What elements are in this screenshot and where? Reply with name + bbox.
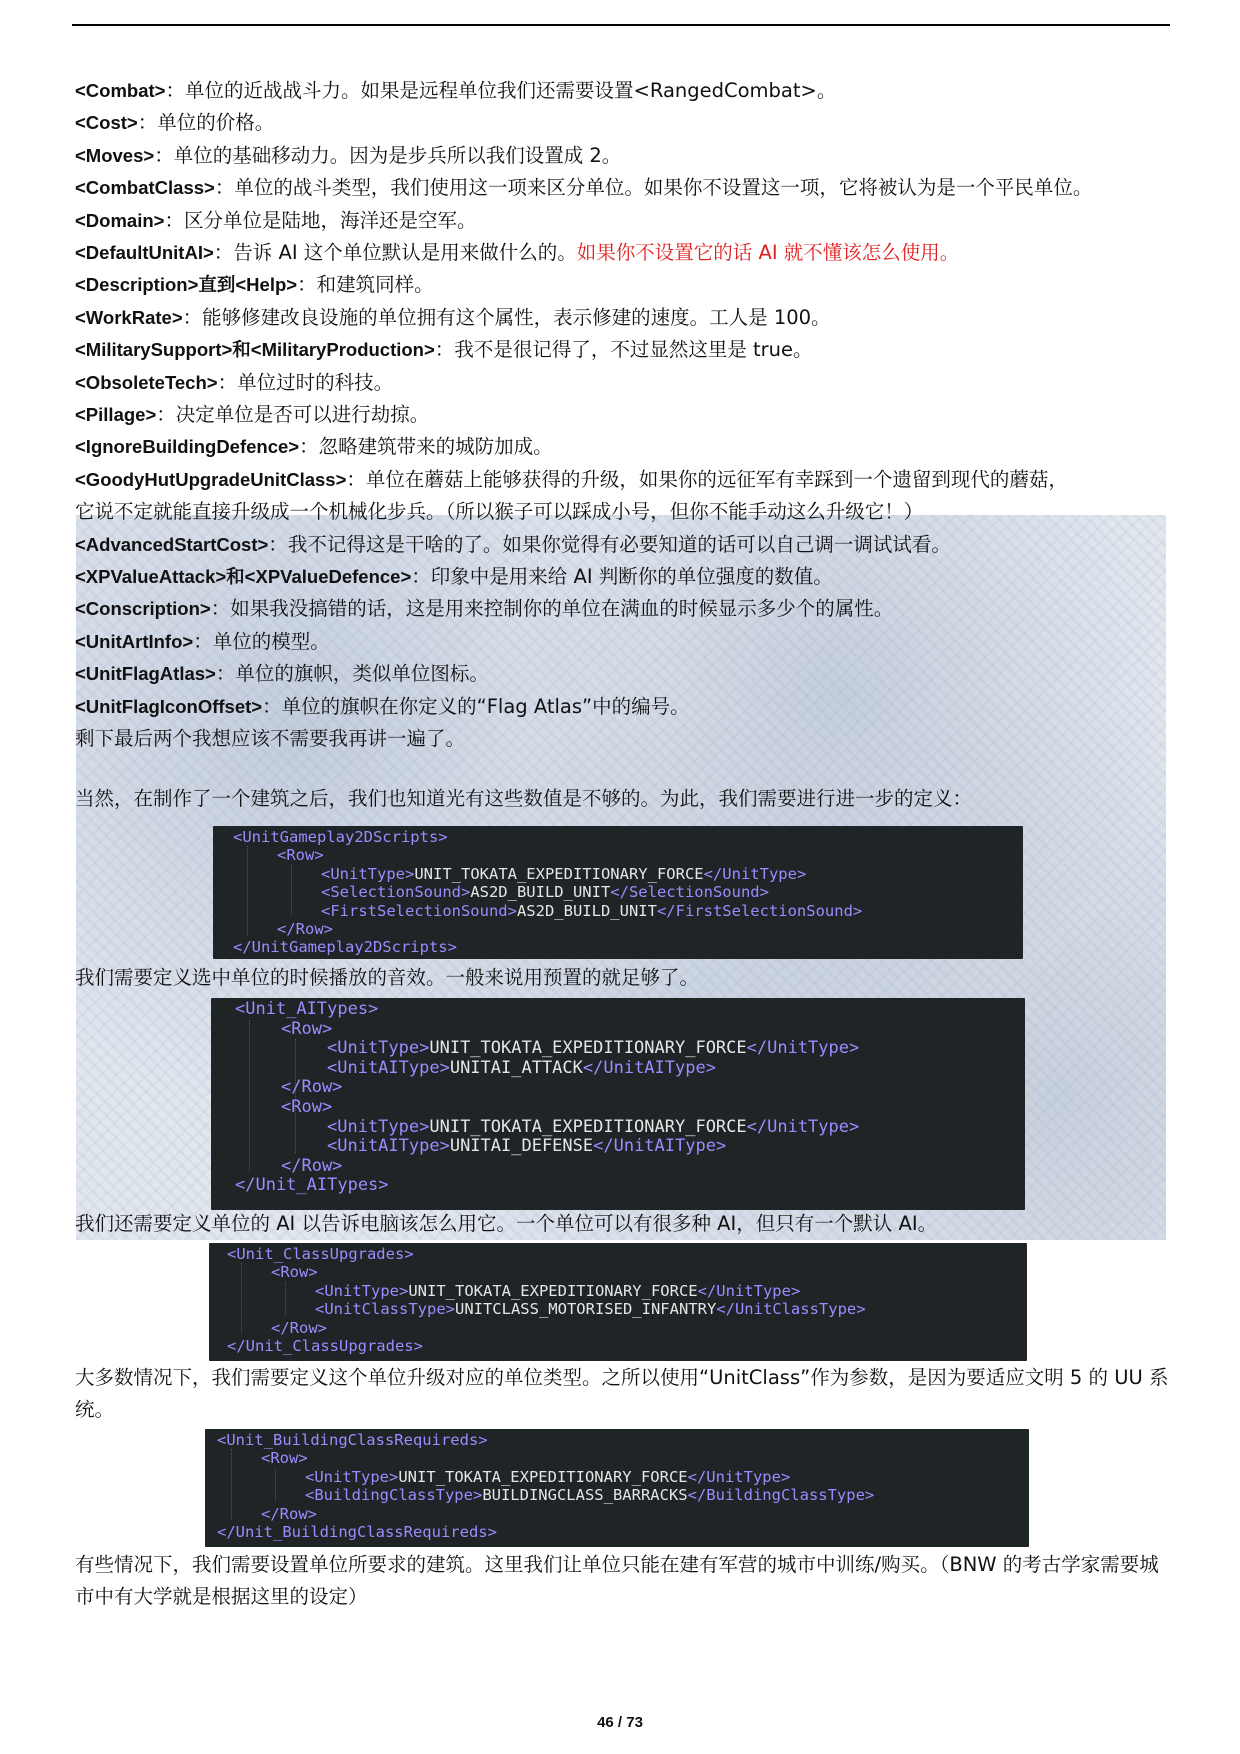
definition-line bbox=[75, 562, 833, 592]
code-open-tag: <Unit_AITypes> bbox=[235, 999, 379, 1019]
definition-separator: ： bbox=[217, 370, 238, 394]
code-close-tag: </UnitType> bbox=[703, 864, 807, 883]
code-open-tag: <FirstSelectionSound> bbox=[321, 901, 517, 920]
definition-text: 决定单位是否可以进行劫掠。 bbox=[175, 403, 430, 426]
definition-text: 单位的基础移动力。因为是步兵所以我们设置成 2。 bbox=[173, 143, 622, 167]
code-line bbox=[235, 1176, 389, 1196]
code-value: AS2D_BUILD_UNIT bbox=[516, 901, 657, 920]
code-block-selection-sound bbox=[213, 826, 1023, 959]
definition-tag: <UnitFlagAtlas> bbox=[75, 663, 216, 685]
definition-line bbox=[75, 497, 923, 527]
definition-tag: <Conscription> bbox=[75, 598, 211, 620]
code-open-tag: <SelectionSound> bbox=[321, 883, 471, 902]
code-open-tag: <UnitType> bbox=[321, 864, 415, 883]
definition-separator: ： bbox=[215, 662, 236, 686]
definition-line bbox=[75, 400, 429, 430]
definition-tag: <Pillage> bbox=[75, 404, 157, 425]
code-open-tag: </Row> bbox=[271, 1318, 327, 1337]
code-line bbox=[235, 1000, 378, 1020]
code-line bbox=[321, 902, 862, 920]
paragraph-unit-ai: 我们还需要定义单位的 AI 以告诉电脑该怎么用它。一个单位可以有很多种 AI，但只有一个默认 AI。 bbox=[75, 1212, 938, 1235]
definition-separator: ： bbox=[346, 467, 366, 491]
page-number: 46 / 73 bbox=[597, 1714, 643, 1731]
code-open-tag: <Row> bbox=[281, 1097, 333, 1117]
code-open-tag: <UnitAIType> bbox=[327, 1136, 450, 1157]
code-open-tag: <BuildingClassType> bbox=[305, 1486, 483, 1505]
code-close-tag: </UnitType> bbox=[697, 1281, 801, 1300]
code-line bbox=[281, 1157, 342, 1177]
definition-separator: ： bbox=[268, 532, 288, 556]
code-line bbox=[217, 1431, 488, 1449]
definition-line bbox=[75, 724, 465, 754]
code-line bbox=[327, 1118, 859, 1138]
definition-text: 单位的旗帜，类似单位图标。 bbox=[235, 662, 489, 686]
indent-guide bbox=[231, 1449, 232, 1519]
definition-line bbox=[75, 76, 836, 106]
code-line bbox=[271, 1263, 318, 1281]
definition-separator: ： bbox=[182, 305, 203, 329]
code-value: AS2D_BUILD_UNIT bbox=[470, 883, 611, 902]
code-open-tag: </Unit_BuildingClassRequireds> bbox=[217, 1523, 497, 1541]
definition-separator: ： bbox=[434, 338, 455, 362]
code-open-tag: </UnitGameplay2DScripts> bbox=[233, 938, 457, 957]
definition-line bbox=[75, 141, 621, 171]
code-line bbox=[227, 1337, 423, 1355]
paragraph-building-required: 有些情况下，我们需要设置单位所要求的建筑。这里我们让单位只能在建有军营的城市中训练/购买。（BNW 的考古学家需要城市中有大学就是根据这里的设定） bbox=[75, 1553, 1159, 1608]
code-line bbox=[321, 865, 806, 883]
definition-tag: <Moves> bbox=[75, 144, 155, 166]
code-line bbox=[327, 1039, 859, 1059]
definition-separator: ： bbox=[193, 629, 213, 653]
definition-tag: <Combat> bbox=[75, 80, 166, 101]
definition-text: 如果我没搞错的话，这是用来控制你的单位在满血的时候显示多少个的属性。 bbox=[230, 597, 894, 621]
definition-tag: <Description>直到<Help> bbox=[75, 274, 298, 296]
code-close-tag: </UnitAIType> bbox=[582, 1057, 716, 1078]
definition-tag: <UnitFlagIconOffset> bbox=[75, 695, 263, 717]
definition-tag: <MilitarySupport>和<MilitaryProduction> bbox=[75, 339, 435, 361]
code-open-tag: </Row> bbox=[281, 1155, 343, 1176]
code-line bbox=[233, 938, 457, 956]
code-close-tag: </UnitType> bbox=[746, 1038, 860, 1059]
definition-tag: <UnitArtInfo> bbox=[75, 630, 194, 652]
code-line bbox=[277, 920, 333, 938]
definition-separator: ： bbox=[214, 176, 235, 200]
code-line bbox=[281, 1020, 332, 1040]
definition-line bbox=[75, 432, 553, 462]
definition-text: 我不是很记得了，不过显然这里是 true。 bbox=[454, 338, 813, 362]
definition-line bbox=[75, 627, 330, 657]
code-open-tag: <UnitType> bbox=[327, 1116, 430, 1137]
definition-line bbox=[75, 303, 831, 333]
definition-text: 单位的近战战斗力。如果是远程单位我们还需要设置<RangedCombat>。 bbox=[184, 79, 837, 102]
code-line bbox=[281, 1098, 332, 1118]
definition-separator: ： bbox=[213, 241, 234, 264]
definition-text: 印象中是用来给 AI 判断你的单位强度的数值。 bbox=[430, 565, 833, 588]
indent-guide bbox=[275, 1468, 276, 1501]
code-value: UNIT_TOKATA_EXPEDITIONARY_FORCE bbox=[414, 864, 704, 883]
code-line bbox=[227, 1245, 414, 1263]
definition-line bbox=[75, 270, 434, 300]
definition-tag: <Domain> bbox=[75, 209, 165, 231]
definition-tag: <DefaultUnitAI> bbox=[75, 242, 214, 263]
definition-text: 单位过时的科技。 bbox=[237, 370, 394, 394]
code-close-tag: </UnitClassType> bbox=[716, 1300, 866, 1319]
code-block-class-upgrades bbox=[209, 1243, 1027, 1361]
code-open-tag: <UnitAIType> bbox=[327, 1057, 450, 1078]
definition-separator: ： bbox=[262, 694, 282, 718]
definition-tag: <ObsoleteTech> bbox=[75, 371, 218, 393]
indent-guide bbox=[249, 1020, 250, 1173]
paragraph-selection-sound: 我们需要定义选中单位的时候播放的音效。一般来说用预置的就足够了。 bbox=[75, 966, 700, 989]
definition-line bbox=[75, 594, 893, 624]
code-open-tag: </Unit_ClassUpgrades> bbox=[227, 1337, 423, 1355]
code-value: UNIT_TOKATA_EXPEDITIONARY_FORCE bbox=[398, 1467, 688, 1486]
code-close-tag: </FirstSelectionSound> bbox=[656, 901, 863, 920]
definition-text: 它说不定就能直接升级成一个机械化步兵。（所以猴子可以踩成小号，但你不能手动这么升级它！） bbox=[75, 500, 924, 524]
definition-tag: <WorkRate> bbox=[75, 306, 183, 328]
definition-text: 单位在蘑菇上能够获得的升级，如果你的远征军有幸踩到一个遗留到现代的蘑菇， bbox=[365, 467, 1068, 491]
definition-warning: 如果你不设置它的话 AI 就不懂该怎么使用。 bbox=[576, 241, 960, 264]
code-open-tag: </Row> bbox=[281, 1077, 343, 1098]
code-open-tag: <UnitType> bbox=[327, 1038, 430, 1059]
code-open-tag: <Row> bbox=[277, 846, 324, 865]
code-line bbox=[277, 846, 324, 864]
definition-line bbox=[75, 659, 489, 689]
definition-line bbox=[75, 238, 959, 268]
code-open-tag: <Row> bbox=[261, 1449, 308, 1468]
code-line bbox=[281, 1078, 342, 1098]
code-line bbox=[315, 1300, 866, 1318]
definition-text: 单位的模型。 bbox=[212, 629, 330, 653]
definition-text: 单位的战斗类型，我们使用这一项来区分单位。如果你不设置这一项，它将被认为是一个平民单位。 bbox=[234, 176, 1093, 200]
definition-text: 我不记得这是干啥的了。如果你觉得有必要知道的话可以自己调一调试试看。 bbox=[287, 532, 951, 556]
code-value: UNIT_TOKATA_EXPEDITIONARY_FORCE bbox=[429, 1038, 747, 1059]
code-line bbox=[261, 1505, 317, 1523]
code-close-tag: </BuildingClassType> bbox=[687, 1486, 875, 1505]
code-line bbox=[261, 1449, 308, 1467]
code-close-tag: </SelectionSound> bbox=[610, 883, 769, 902]
code-value: UNITAI_DEFENSE bbox=[449, 1136, 594, 1157]
code-open-tag: <Unit_ClassUpgrades> bbox=[227, 1245, 414, 1263]
definition-line bbox=[75, 206, 476, 236]
definition-separator: ： bbox=[165, 79, 185, 102]
code-block-unit-ai bbox=[211, 998, 1025, 1210]
definition-text: 能够修建改良设施的单位拥有这个属性，表示修建的速度。工人是 100。 bbox=[202, 305, 831, 329]
paragraph-further-definition: 当然，在制作了一个建筑之后，我们也知道光有这些数值是不够的。为此，我们需要进行进一步的定义： bbox=[75, 787, 973, 810]
definition-separator: ： bbox=[137, 111, 158, 135]
definition-text: 忽略建筑带来的城防加成。 bbox=[318, 435, 553, 459]
definition-line bbox=[75, 530, 951, 560]
definition-text: 单位的旗帜在你定义的“Flag Atlas”中的编号。 bbox=[281, 694, 690, 718]
code-close-tag: </UnitType> bbox=[746, 1116, 860, 1137]
definition-tag: <CombatClass> bbox=[75, 177, 215, 199]
code-close-tag: </UnitAIType> bbox=[593, 1136, 727, 1157]
code-open-tag: <Row> bbox=[281, 1018, 333, 1039]
code-value: UNIT_TOKATA_EXPEDITIONARY_FORCE bbox=[408, 1281, 698, 1300]
definition-text: 和建筑同样。 bbox=[316, 273, 434, 297]
code-line bbox=[327, 1137, 726, 1157]
definition-tag: <Cost> bbox=[75, 112, 138, 134]
code-block-building-required bbox=[205, 1429, 1029, 1547]
definition-line bbox=[75, 692, 690, 722]
code-line bbox=[321, 883, 769, 901]
code-value: UNIT_TOKATA_EXPEDITIONARY_FORCE bbox=[429, 1116, 747, 1137]
definition-separator: ： bbox=[299, 435, 319, 459]
code-line bbox=[327, 1059, 716, 1079]
code-line bbox=[217, 1523, 497, 1541]
definition-text: 剩下最后两个我想应该不需要我再讲一遍了。 bbox=[75, 727, 466, 750]
code-value: UNITCLASS_MOTORISED_INFANTRY bbox=[454, 1300, 717, 1319]
definition-line bbox=[75, 335, 813, 365]
code-line bbox=[305, 1486, 874, 1504]
code-value: UNITAI_ATTACK bbox=[449, 1057, 583, 1078]
code-value: BUILDINGCLASS_BARRACKS bbox=[482, 1486, 688, 1505]
indent-guide bbox=[241, 1263, 242, 1333]
code-open-tag: <UnitType> bbox=[315, 1281, 409, 1300]
code-open-tag: <UnitGameplay2DScripts> bbox=[233, 828, 448, 846]
definition-line bbox=[75, 173, 1092, 203]
indent-guide bbox=[291, 865, 292, 917]
code-open-tag: <Row> bbox=[271, 1263, 318, 1282]
code-open-tag: </Row> bbox=[261, 1504, 317, 1523]
code-line bbox=[271, 1319, 327, 1337]
code-line bbox=[305, 1468, 790, 1486]
code-open-tag: <UnitClassType> bbox=[315, 1300, 455, 1319]
code-line bbox=[315, 1282, 800, 1300]
definition-separator: ： bbox=[297, 273, 317, 297]
definition-separator: ： bbox=[154, 143, 174, 167]
definition-separator: ： bbox=[411, 565, 431, 588]
definition-separator: ： bbox=[156, 403, 176, 426]
code-line bbox=[233, 828, 448, 846]
definition-text: 单位的价格。 bbox=[157, 111, 275, 135]
code-open-tag: </Row> bbox=[277, 920, 333, 938]
definition-tag: <IgnoreBuildingDefence> bbox=[75, 436, 300, 458]
definition-line bbox=[75, 368, 393, 398]
definition-separator: ： bbox=[210, 597, 231, 621]
definition-text: 告诉 AI 这个单位默认是用来做什么的。 bbox=[233, 241, 577, 264]
code-close-tag: </UnitType> bbox=[687, 1467, 791, 1486]
code-open-tag: <Unit_BuildingClassRequireds> bbox=[217, 1431, 488, 1449]
indent-guide bbox=[247, 846, 248, 934]
definition-tag: <GoodyHutUpgradeUnitClass> bbox=[75, 468, 347, 490]
definition-separator: ： bbox=[164, 208, 184, 232]
code-open-tag: <UnitType> bbox=[305, 1467, 399, 1486]
definition-tag: <XPValueAttack>和<XPValueDefence> bbox=[75, 566, 412, 587]
indent-guide bbox=[285, 1282, 286, 1315]
definition-line bbox=[75, 465, 1068, 495]
definition-tag: <AdvancedStartCost> bbox=[75, 533, 269, 555]
definition-line bbox=[75, 108, 274, 138]
paragraph-class-upgrades: 大多数情况下，我们需要定义这个单位升级对应的单位类型。之所以使用“UnitClass”作为参数，是因为要适应文明 5 的 UU 系统。 bbox=[75, 1366, 1169, 1421]
code-open-tag: </Unit_AITypes> bbox=[235, 1175, 389, 1196]
definition-text: 区分单位是陆地，海洋还是空军。 bbox=[183, 208, 477, 232]
header-rule bbox=[72, 24, 1170, 26]
